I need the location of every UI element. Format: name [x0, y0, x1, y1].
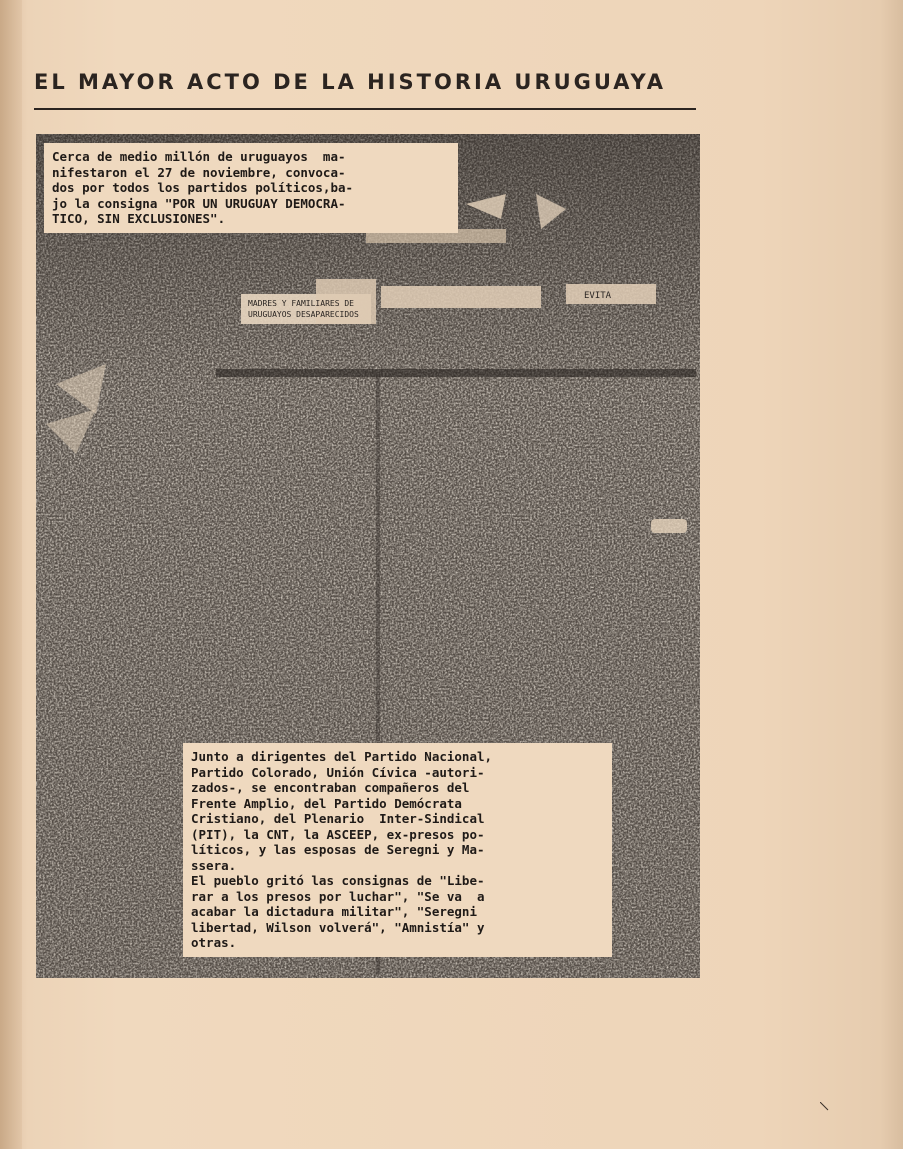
headline-rule [34, 108, 696, 110]
headline: EL MAYOR ACTO DE LA HISTORIA URUGUAYA [34, 70, 667, 94]
photo-caption-top: Cerca de medio millón de uruguayos ma- nifestaron el 27 de noviembre, convoca- dos por todos los partidos políticos,ba- jo la consigna "POR UN URUGUAY DEMOCRA- TICO, SIN EXCLUSIONES". [44, 143, 458, 233]
banner-text-2: URUGUAYOS DESAPARECIDOS [248, 310, 359, 319]
banner-text-3: EVITA [584, 291, 612, 301]
photo-caption-bottom: Junto a dirigentes del Partido Nacional, Partido Colorado, Unión Cívica -autori- zados-, se encontraban compañeros del Frente Amplio, del Partido Demócrata Cristiano, del Plenario Inter-Sindical (PIT), la CNT, la ASCEEP, ex-presos po- líticos, y las esposas de Seregni y Ma- ssera. El pueblo gritó las consignas de "Libe- rar a los presos por luchar", "Se va a acabar la dictadura militar", "Seregni libertad, Wilson volverá", "Amnistía" y otras. [183, 743, 612, 957]
banner-text-1: MADRES Y FAMILIARES DE [248, 299, 354, 308]
binding-edge [0, 0, 22, 1149]
pen-mark [820, 1102, 830, 1112]
